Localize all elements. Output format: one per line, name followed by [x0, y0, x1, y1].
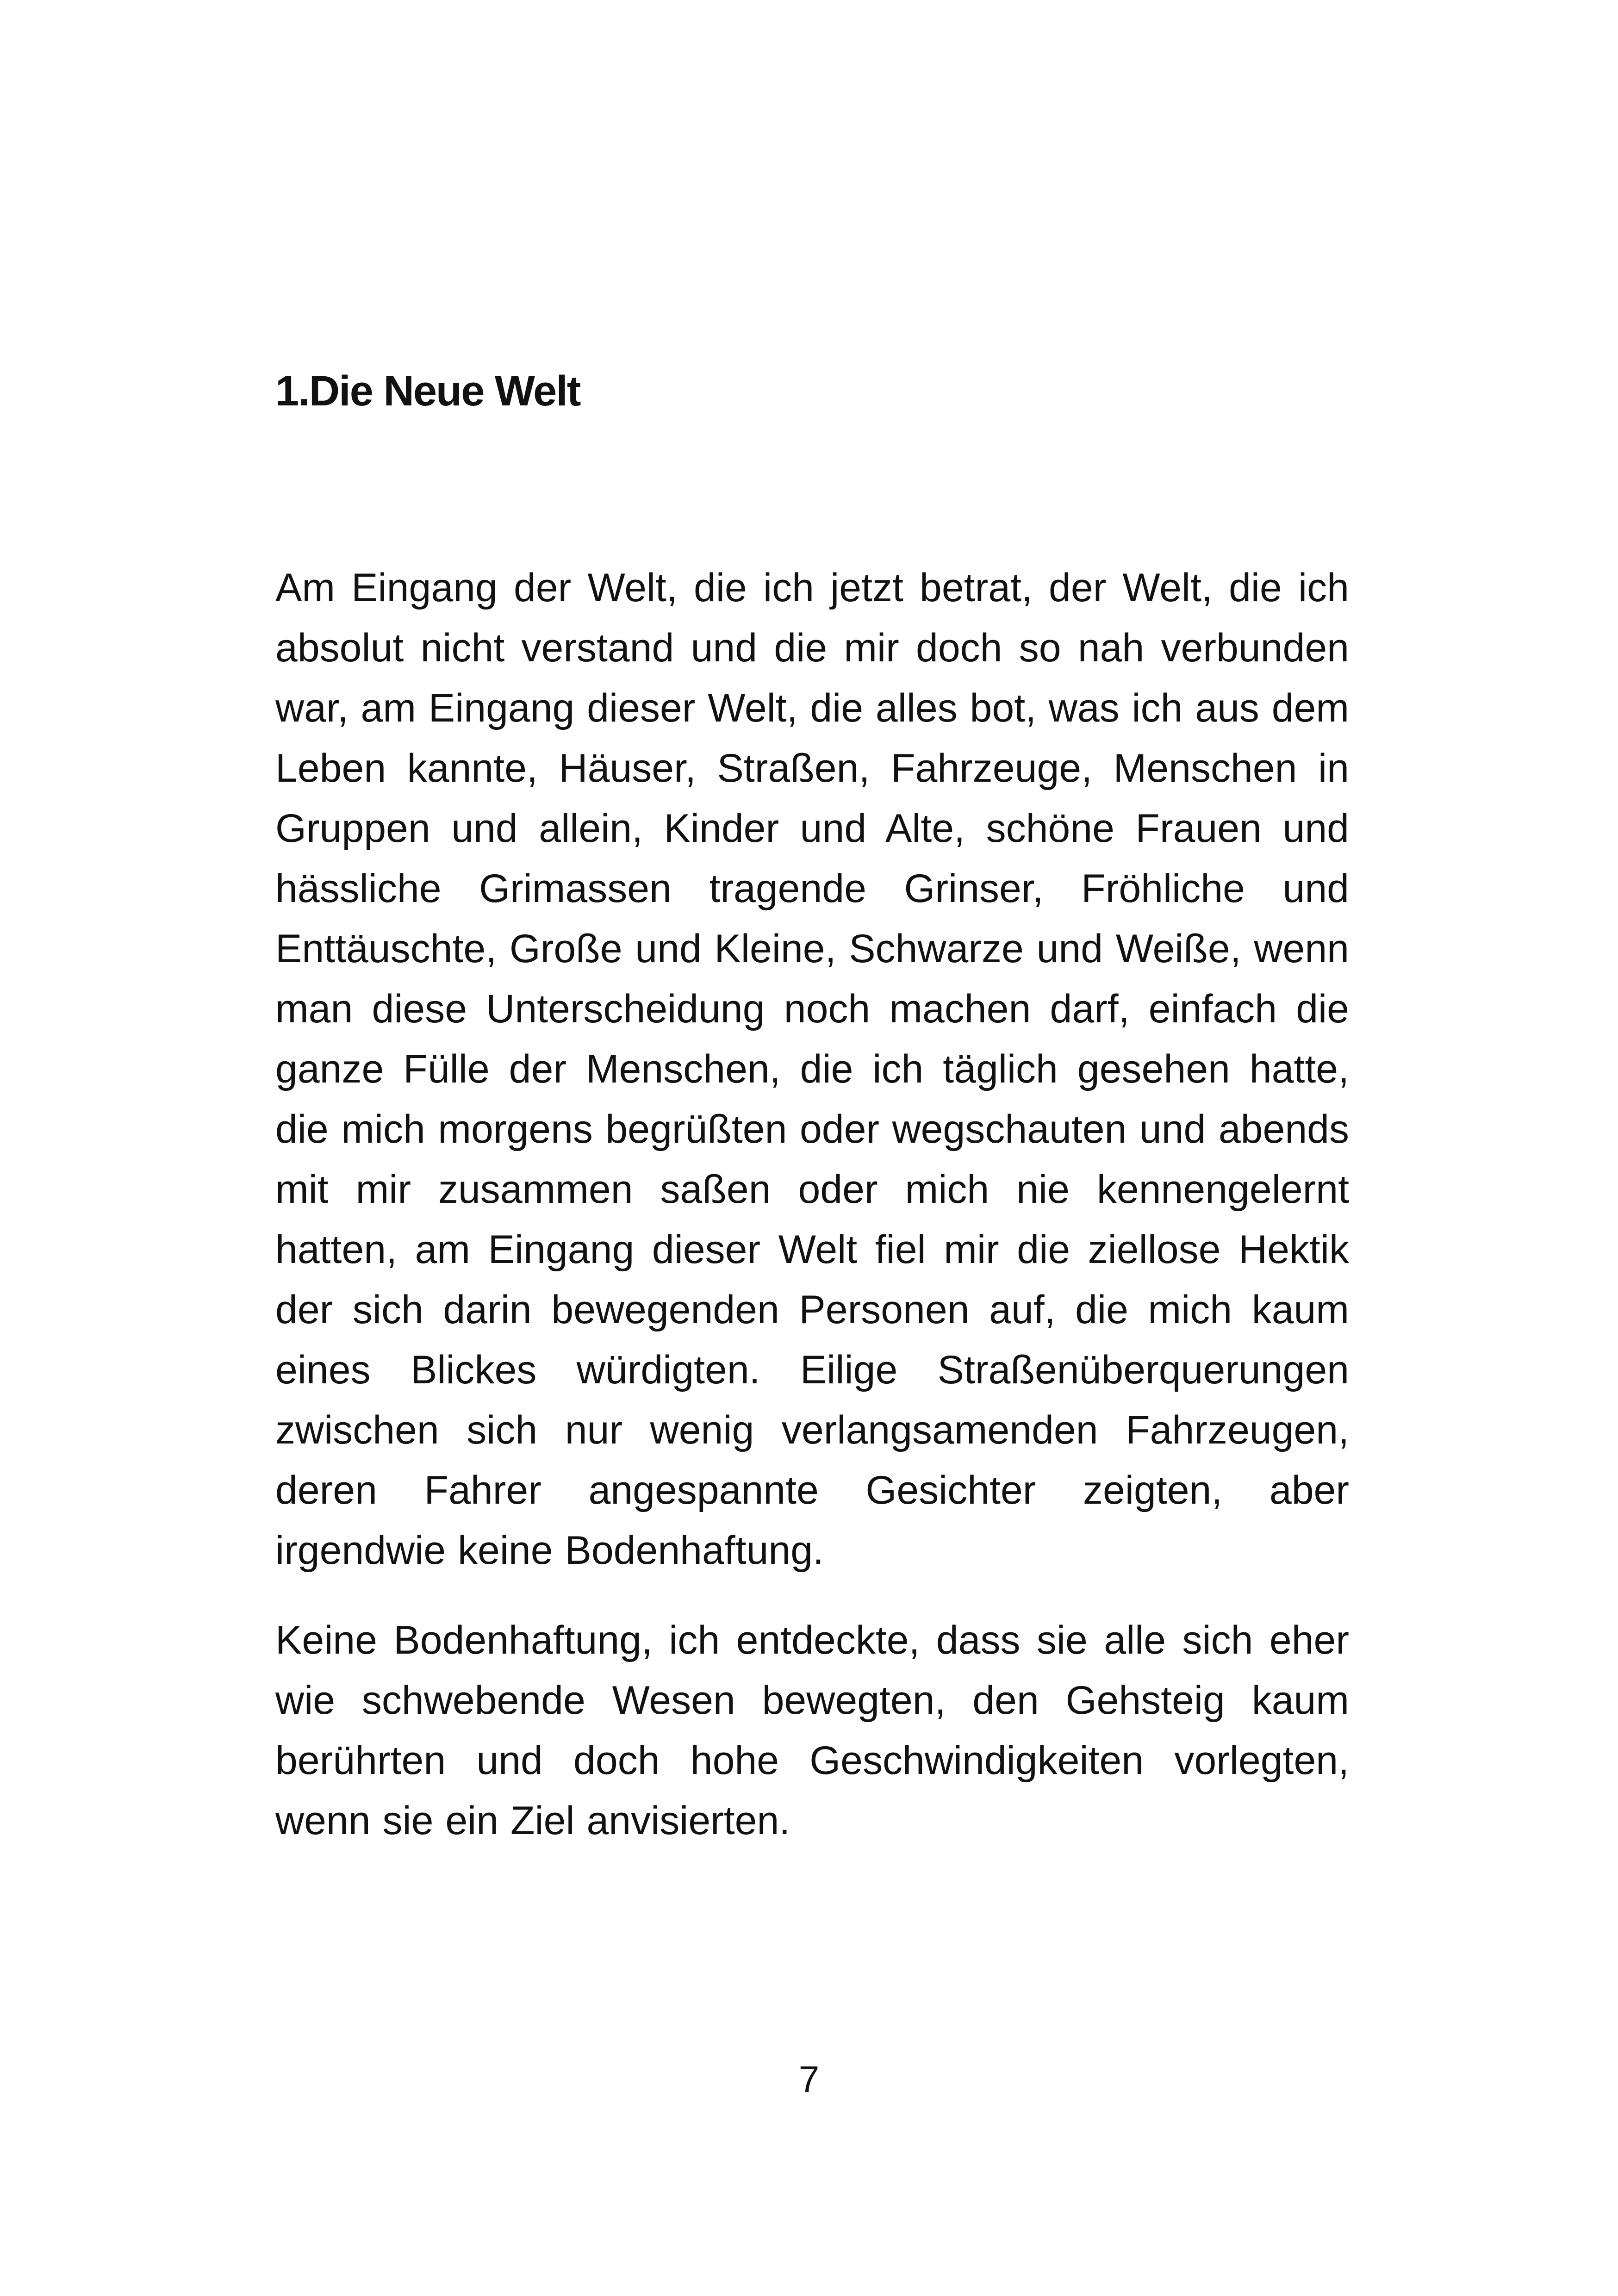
paragraph-1: Am Eingang der Welt, die ich jetzt betrat, der Welt, die ich absolut nicht verstand und die mir doch so nah verbunden war, am Eingang dieser Welt, die alles bot, was ich aus dem Leben kannte, Häuser, Straßen, Fahrzeuge, Menschen in Gruppen und allein, Kinder und Alte, schöne Frauen und hässliche Grimassen tragende Grinser, Fröhliche und Enttäuschte, Große und Kleine, Schwarze und Weiße, wenn man diese Unterscheidung noch machen darf, einfach die ganze Fülle der Menschen, die ich täglich gesehen hatte, die mich morgens begrüßten oder wegschauten und abends mit mir zusammen saßen oder mich nie kennengelernt hatten, am Eingang dieser Welt fiel mir die ziellose Hektik der sich darin bewegenden Personen auf, die mich kaum eines Blickes würdigten. Eilige Straßenüberquerungen zwischen sich nur wenig verlangsamenden Fahrzeugen, deren Fahrer angespannte Gesichter zeigten, aber irgendwie keine Bodenhaftung.: [275, 566, 1349, 1573]
paragraph-2: Keine Bodenhaftung, ich entdeckte, dass sie alle sich eher wie schwebende Wesen bewegten, den Gehsteig kaum berührten und doch hohe Geschwindigkeiten vorlegten, wenn sie ein Ziel anvisierten.: [275, 1618, 1349, 1843]
chapter-body: [275, 558, 1349, 1880]
chapter-title: 1.Die Neue Welt: [275, 367, 580, 415]
page-number: 7: [798, 2059, 820, 2100]
